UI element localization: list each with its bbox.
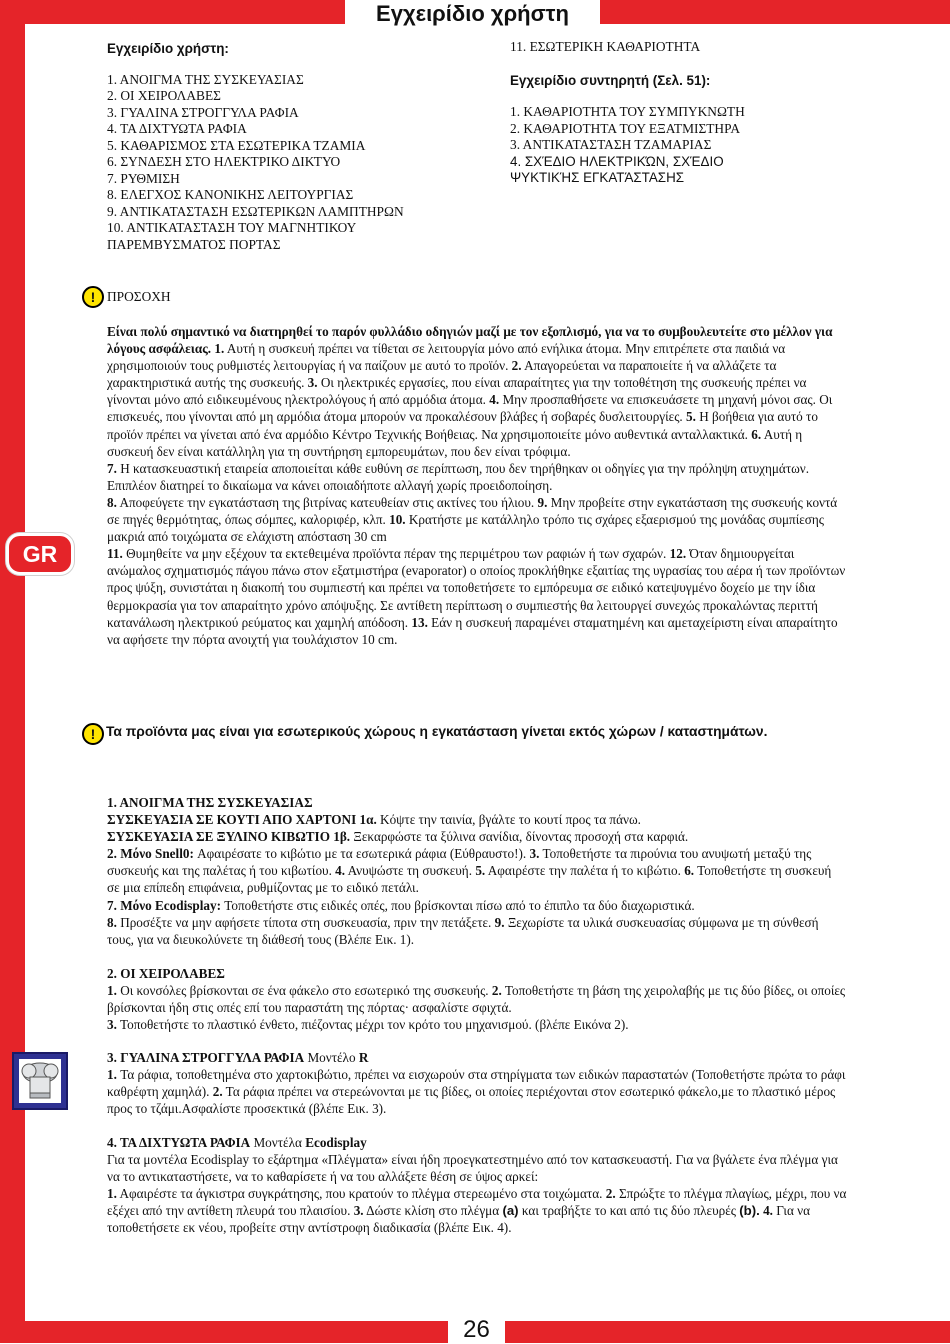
figure-label: (b). [739, 1203, 760, 1219]
bottom-left-red-bar [0, 1321, 448, 1343]
warning-text: Μην προβείτε στην εγκατάσταση της συσκευής κοντά σε πηγές θερμότητας, όπως σόμπες, καλοριφέρ, κλπ. [107, 494, 838, 528]
item-number: 7. [107, 897, 117, 913]
item-number: 3. [107, 1017, 117, 1033]
item-number: 2. [491, 983, 502, 999]
section-title: 1. ΑΝΟΙΓΜΑ ΤΗΣ ΣΥΣΚΕΥΑΣΙΑΣ [107, 795, 313, 810]
warning-text: Αυτή η συσκευή δεν είναι κατάλληλη για τη συντήρηση εμπορευμάτων, που δεν είναι τρόφιμα. [107, 426, 803, 459]
step-text: Δώστε κλίση στο πλέγμα [366, 1203, 500, 1219]
user-manual-toc [107, 41, 404, 253]
step-text: Τα ράφια, τοποθετημένα στο χαρτοκιβώτιο, πρέπει να εισχωρούν στα στηρίγματα των ειδικών παραστατών (Τοποθετήστε πρώτα το ράφι καθρέφτη χαμηλά). [107, 1067, 846, 1100]
toc-item: 2. ΚΑΘΑΡΙΟΤΗΤΑ ΤΟΥ ΕΞΑΤΜΙΣΤΗΡΑ [510, 120, 740, 136]
step-text: Τοποθετήστε τα πιρούνια του ανυψωτή μεταξύ της συσκευής και της παλέτας ή του κιβωτίου. [107, 846, 812, 879]
chef-hat-icon [12, 1052, 68, 1110]
step-text: Ξεχωρίστε τα υλικά συσκευασίας σύμφωνα με τη σύνθεσή τους, για να διευκολύνετε τη διάθεσή τους (Βλέπε Εικ. 1). [107, 914, 819, 947]
item-number: 3. [529, 846, 540, 862]
bottom-right-red-bar [505, 1321, 950, 1343]
warning-text: Αποφεύγετε την εγκατάσταση της βιτρίνας κατευθείαν στις ακτίνες του ήλιου. [119, 494, 535, 510]
step-text: Τοποθετήστε στις ειδικές οπές, που βρίσκονται πίσω από το έπιπλο τα δύο διαχωριστικά. [224, 897, 695, 913]
item-number: 2. [511, 358, 522, 374]
toc-item: 9. ΑΝΤΙΚΑΤΑΣΤΑΣΗ ΕΣΩΤΕΡΙΚΩΝ ΛΑΜΠΤΗΡΩΝ [107, 203, 404, 219]
section-title: 2. ΟΙ ΧΕΙΡΟΛΑΒΕΣ [107, 966, 225, 981]
model-word: Μοντέλα [253, 1135, 302, 1150]
toc-item: 1. ΑΝΟΙΓΜΑ ΤΗΣ ΣΥΣΚΕΥΑΣΙΑΣ [107, 71, 304, 87]
warning-text: Όταν δημιουργείται ανώμαλος σχηματισμός πάγου πάνω στον εξατμιστήρα (evaporator) ο οποίος προκλήθηκε εξαιτίας της υγρασίας του αέρα ή των προϊόντων προς ψύξη, συνιστάται η διακοπή του συμπιεστή και πρέπει να τοποθετήσετε το εμπόρευμα σε ειδικό κατεψυγμένο δοχείο με την ίδια θερμοκρασία για τον απαραίτητο χρόνο απόψυξης. Σε αντίθετη περίπτωση ο συμπιεστής θα λειτουργεί συνεχώς προκαλώντας περιττή κατανάλωση ηλεκτρικού ρεύματος και χαμηλή απόδοση. [107, 546, 846, 630]
item-number: 1. [214, 341, 225, 357]
toc-item: 7. ΡΥΘΜΙΣΗ [107, 170, 180, 186]
bottom-frame-corner [25, 1287, 59, 1321]
left-red-border [0, 0, 25, 1343]
item-number: 3. [307, 375, 318, 391]
item-number: 11. [107, 546, 123, 562]
item-number: 7. [107, 460, 117, 476]
figure-label: (a) [502, 1203, 519, 1219]
item-number: 1. [107, 1067, 117, 1083]
section-title: 3. ΓΥΑΛΙΝΑ ΣΤΡΟΓΓΥΛΑ ΡΑΦΙΑ [107, 1050, 305, 1065]
toc-item: 2. ΟΙ ΧΕΙΡΟΛΑΒΕΣ [107, 88, 221, 103]
top-right-red-bar [600, 0, 950, 24]
language-badge: GR [6, 533, 74, 575]
warning-text: Κρατήστε με κατάλληλο τρόπο τις σχάρες εξαερισμού της μονάδας συμπίεσης μακριά από τοιχώματα σε ελάχιστη απόσταση 30 cm [107, 512, 825, 545]
section-wire-shelves [107, 1134, 847, 1237]
page-title: Εγχειρίδιο χρήστη [376, 1, 569, 26]
model-name: Ecodisplay [305, 1135, 367, 1150]
item-number: 6. [684, 863, 695, 879]
warning-text: Απαγορεύεται να παραποιείτε ή να αλλάζετε τα χαρακτηριστικά αυτής της συσκευής. [107, 358, 777, 391]
warning-text: Εάν η συσκευή παραμένει σταματημένη και αμεταχείριστη είναι απαραίτητο να αφήσετε την πόρτα ανοιχτή για τουλάχιστον 10 cm. [107, 614, 838, 647]
box-text: Κόψτε την ταινία, βγάλτε το κουτί προς τα πάνω. [380, 812, 641, 828]
step-text: Σπρώξτε το πλέγμα πλαγίως, μέχρι, που να εξέχει από την αντίθετη πλευρά του πλαισίου. [107, 1186, 847, 1219]
toc-item: 3. ΑΝΤΙΚΑΤΑΣΤΑΣΗ ΤΖΑΜΑΡΙΑΣ [510, 137, 712, 152]
step-text: Τοποθετήστε τη βάση της χειρολαβής με τις δύο βίδες, οι οποίες βρίσκονται ήδη στις οπές επί του παραστάτη της πόρτας· ασφαλίστε σφιχτά. [107, 983, 846, 1016]
model-label: Μόνο Ecodisplay: [120, 897, 221, 913]
step-text: Αφαιρέστε τα άγκιστρα συγκράτησης, που κρατούν το πλέγμα στερεωμένο στα τοιχώματα. [119, 1186, 603, 1202]
toc-item: 4. ΣΧΈΔΙΟ ΗΛΕΚΤΡΙΚΏΝ, ΣΧΈΔΙΟ [510, 153, 724, 169]
indoor-note-text: Τα προϊόντα μας είναι για εσωτερικούς χώρους η εγκατάσταση γίνεται εκτός χώρων / καταστημάτων. [106, 724, 768, 739]
top-left-red-bar [0, 0, 345, 24]
step-text: και τραβήξτε το και από τις δύο πλευρές [521, 1203, 736, 1219]
maintenance-manual-toc [510, 39, 745, 187]
toc-item: 1. ΚΑΘΑΡΙΟΤΗΤΑ ΤΟΥ ΣΥΜΠΥΚΝΩΤΗ [510, 104, 745, 119]
step-text: Αφαιρέστε την παλέτα ή το κιβώτιο. [487, 863, 681, 879]
step-text: Τοποθετήστε τη συσκευή σε μια επίπεδη επιφάνεια, ρυθμίζοντας με το ειδικό πετάλι. [107, 863, 832, 896]
toc-item: 8. ΕΛΕΓΧΟΣ ΚΑΝΟΝΙΚΗΣ ΛΕΙΤΟΥΡΓΙΑΣ [107, 187, 354, 202]
page-number: 26 [463, 1316, 490, 1343]
item-number: 4. [489, 392, 500, 408]
section-handles [107, 965, 847, 1033]
item-number: 9. [537, 494, 548, 510]
step-text: Τα ράφια πρέπει να στερεώνονται με τις βίδες, οι οποίες περιέχονται στον εσωτερικό φάκελο,με το πλαστικό μέρος προς το τζάμι.Ασφαλίστε προσεκτικά (βλέπε Εικ. 3). [107, 1084, 836, 1117]
model-word: Μοντέλο [307, 1050, 356, 1065]
safety-warnings [107, 323, 847, 648]
item-number: 1. [107, 983, 117, 999]
item-number: 3. [353, 1203, 364, 1219]
toc-item: 4. ΤΑ ΔΙΧΤΥΩΤΑ ΡΑΦΙΑ [107, 121, 247, 136]
toc-heading: Εγχειρίδιο συντηρητή (Σελ. 51): [510, 72, 711, 88]
item-number: 2. [212, 1084, 223, 1100]
item-number: 2. [605, 1186, 616, 1202]
toc-item: 5. ΚΑΘΑΡΙΣΜΟΣ ΣΤΑ ΕΣΩΤΕΡΙΚΑ ΤΖΑΜΙΑ [107, 137, 366, 153]
item-number: 9. [494, 914, 505, 930]
warning-text: Η βοήθεια για αυτό το προϊόν πρέπει να γίνεται από ένα αρμόδιο Κέντρο Τεχνικής Βοήθειας. Να χρησιμοποιείτε μόνο αυθεντικά ανταλλακτικά. [107, 409, 818, 442]
item-number: 2. [107, 846, 117, 862]
indoor-use-note [82, 723, 802, 741]
item-number: 8. [107, 494, 117, 510]
section-unpacking [107, 794, 847, 948]
attention-heading [82, 286, 171, 308]
model-label: Μόνο Snell0: [120, 846, 194, 862]
model-name: R [358, 1050, 369, 1065]
item-number: 1. [107, 1186, 117, 1202]
toc-item: 6. ΣΥΝΔΕΣΗ ΣΤΟ ΗΛΕΚΤΡΙΚΟ ΔΙΚΤΥΟ [107, 154, 341, 169]
item-number: 4. [335, 863, 346, 879]
item-number: 5. [686, 409, 696, 425]
step-text: Προσέξτε να μην αφήσετε τίποτα στη συσκευασία, πριν την πετάξετε. [120, 914, 492, 930]
safety-intro: Είναι πολύ σημαντικό να διατηρηθεί το παρόν φυλλάδιο οδηγιών μαζί με τον εξοπλισμό, για να το συμβουλευτείτε στο μέλλον για λόγους ασφάλειας. [107, 324, 833, 357]
step-text: Τοποθετήστε το πλαστικό ένθετο, πιέζοντας μέχρι τον κρότο του μηχανισμού. (βλέπε Εικόνα 2). [119, 1017, 629, 1033]
attention-label: ΠΡΟΣΟΧΗ [107, 289, 171, 304]
section-round-glass-shelves [107, 1049, 847, 1117]
item-number: 5. [475, 863, 486, 879]
top-frame-corner [25, 24, 59, 58]
item-number: 4. [763, 1203, 773, 1219]
warning-text: Οι ηλεκτρικές εργασίες, που είναι απαραίτητες για την τοποθέτηση της συσκευής πρέπει να γίνονται μόνο από ειδικευμένους ηλεκτρολόγους ή από αρμόδια άτομα. [107, 375, 807, 408]
step-text: Ανυψώστε τη συσκευή. [347, 863, 473, 879]
warning-icon: ! [82, 723, 104, 745]
warning-text: Θυμηθείτε να μην εξέχουν τα εκτεθειμένα προϊόντα πέραν της περιμέτρου των ραφιών ή των σχαρών. [126, 546, 667, 562]
toc-item: ΨΥΚΤΙΚΉΣ ΕΓΚΑΤΆΣΤΑΣΗΣ [510, 170, 685, 185]
item-number: 12. [669, 546, 687, 562]
section-intro: Για τα μοντέλα Ecodisplay το εξάρτημα «Πλέγματα» είναι ήδη προεγκατεστημένο από τον κατασκευαστή. Για να βγάλετε ένα πλέγμα για να το αντικαταστήσετε, να το καθαρίσετε ή να του αλλάξετε θέση σε ύψος αρκεί: [107, 1152, 838, 1185]
step-text: Αφαιρέσατε το κιβώτιο με τα εσωτερικά ράφια (Εύθραυστο!). [197, 846, 527, 862]
crate-text: Ξεκαρφώστε τα ξύλινα σανίδια, δίνοντας προσοχή στα καρφιά. [353, 829, 689, 845]
step-text: Οι κονσόλες βρίσκονται σε ένα φάκελο στο εσωτερικό της συσκευής. [120, 983, 489, 999]
item-number: 6. [751, 426, 762, 442]
item-number: 8. [107, 914, 117, 930]
toc-item: 3. ΓΥΑΛΙΝΑ ΣΤΡΟΓΓΥΛΑ ΡΑΦΙΑ [107, 104, 299, 120]
warning-icon: ! [82, 286, 104, 308]
warning-text: Αυτή η συσκευή πρέπει να τίθεται σε λειτουργία μόνο από ενήλικα άτομα. Μην επιτρέπετε στα παιδιά να χρησιμοποιούν τους ρυθμιστές λειτουργίας ή να παίζουν με αυτό το προϊόν. [107, 341, 786, 374]
toc-item: 11. ΕΣΩΤΕΡΙΚΗ ΚΑΘΑΡΙΟΤΗΤΑ [510, 39, 701, 54]
toc-item: 10. ΑΝΤΙΚΑΤΑΣΤΑΣΗ ΤΟΥ ΜΑΓΝΗΤΙΚΟΥ [107, 220, 357, 235]
toc-item: ΠΑΡΕΜΒΥΣΜΑΤΟΣ ΠΟΡΤΑΣ [107, 236, 281, 252]
warning-text: Μην προσπαθήσετε να επισκευάσετε τη μηχανή μόνοι σας. Οι επισκευές, που γίνονται από μη αρμόδια άτομα μπορούν να προκαλέσουν βλάβες ή σοβαρές δυσλειτουργίες. [107, 392, 833, 425]
toc-heading: Εγχειρίδιο χρήστη: [107, 41, 229, 56]
crate-label: ΣΥΣΚΕΥΑΣΙΑ ΣΕ ΞΥΛΙΝΟ ΚΙΒΩΤΙΟ 1β. [107, 829, 351, 845]
step-text: Για να τοποθετήσετε εκ νέου, προβείτε στην αντίστροφη διαδικασία (βλέπε Εικ. 4). [107, 1203, 811, 1236]
warning-text: Η κατασκευαστική εταιρεία αποποιείται κάθε ευθύνη σε περίπτωση, που δεν τηρήθηκαν οι οδηγίες για την πρόληψη ατυχημάτων. Επιπλέον διατηρεί το δικαίωμα να κάνει οποιαδήποτε αλλαγή χωρίς προειδοποίηση. [107, 460, 810, 493]
item-number: 13. [411, 614, 428, 630]
section-title: 4. ΤΑ ΔΙΧΤΥΩΤΑ ΡΑΦΙΑ [107, 1135, 251, 1150]
box-label: ΣΥΣΚΕΥΑΣΙΑ ΣΕ ΚΟΥΤΙ ΑΠΟ ΧΑΡΤΟΝΙ 1α. [107, 812, 377, 828]
item-number: 10. [389, 512, 406, 528]
